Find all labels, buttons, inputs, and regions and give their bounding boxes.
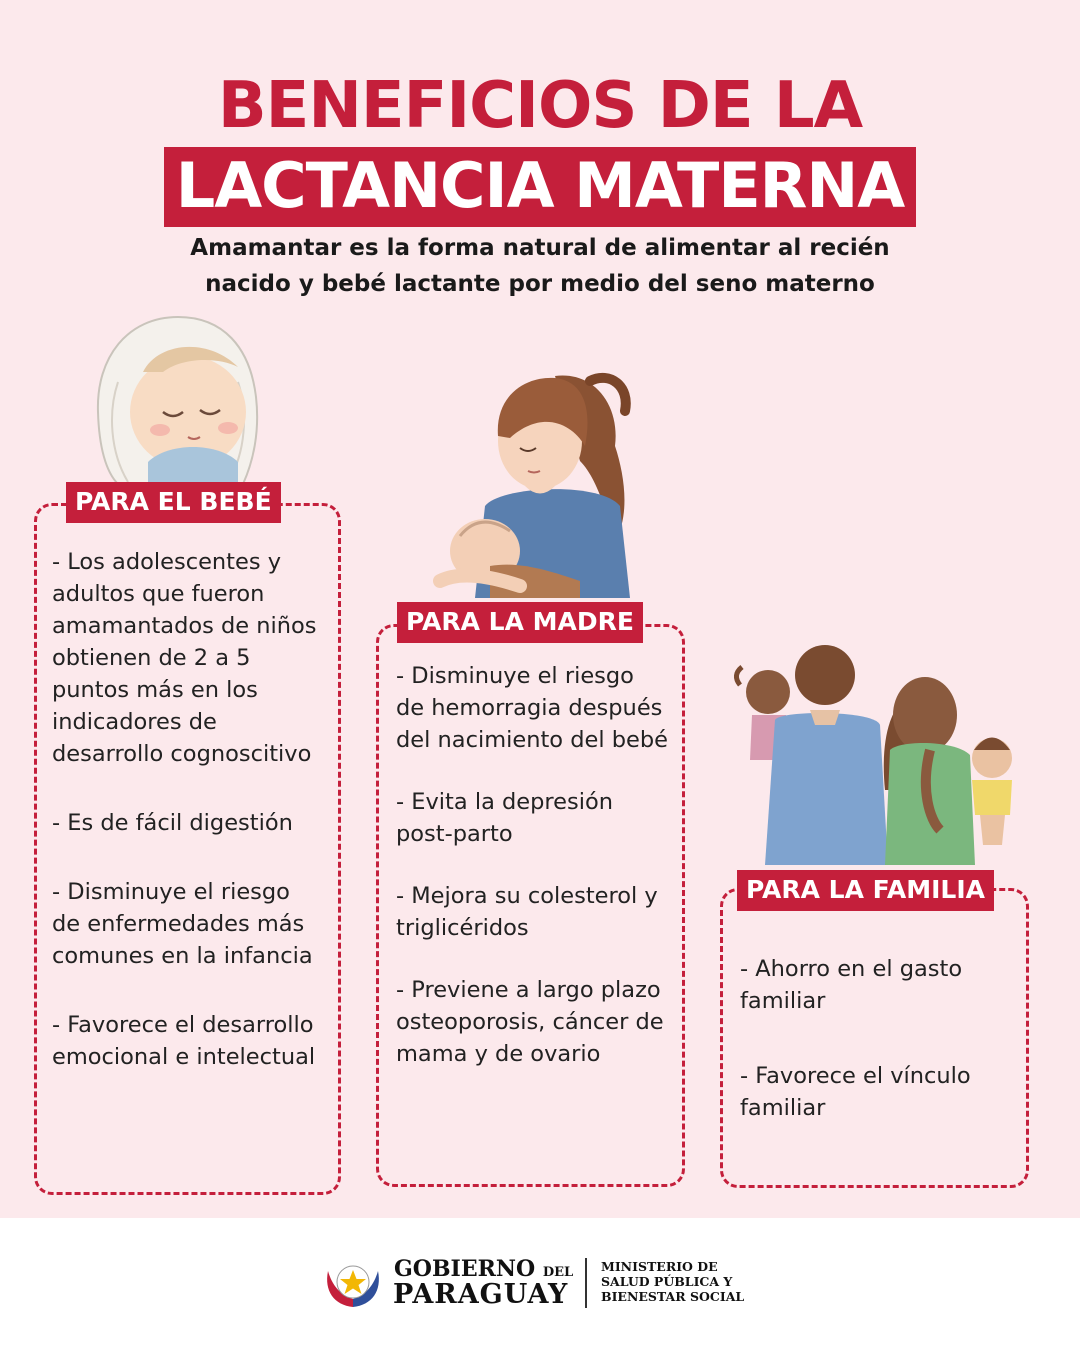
list-item: - Ahorro en el gasto familiar — [740, 956, 963, 1014]
ministry-name — [601, 1259, 801, 1304]
footer-divider — [585, 1258, 587, 1308]
subtitle-line-1: Amamantar es la forma natural de alimentar al recién — [190, 235, 890, 261]
subtitle — [90, 230, 990, 302]
family-illustration — [730, 640, 1020, 865]
mother-illustration — [430, 366, 650, 598]
paraguay-seal-icon — [322, 1255, 384, 1311]
title-line-1: BENEFICIOS DE LA — [217, 69, 863, 143]
subtitle-line-2: nacido y bebé lactante por medio del seno materno — [205, 271, 875, 297]
list-item: - Favorece el desarrollo emocional e intelectual — [52, 1012, 316, 1070]
list-item: - Previene a largo plazo osteoporosis, cáncer de mama y de ovario — [396, 977, 664, 1067]
ministry-line-2: SALUD PÚBLICA Y — [601, 1274, 733, 1289]
title-line-2-wrapper — [0, 147, 1080, 227]
list-item: - Es de fácil digestión — [52, 810, 293, 836]
section-list-familia — [740, 953, 1010, 1161]
ministry-line-1: MINISTERIO DE — [601, 1259, 718, 1274]
section-title-familia: PARA LA FAMILIA — [737, 870, 994, 911]
baby-illustration — [88, 312, 268, 487]
section-title-bebe: PARA EL BEBÉ — [66, 482, 281, 523]
government-del: DEL — [542, 1265, 574, 1280]
title-line-2: LACTANCIA MATERNA — [164, 147, 917, 227]
section-list-bebe — [52, 546, 322, 1110]
list-item: - Mejora su colesterol y triglicéridos — [396, 883, 658, 941]
list-item: - Evita la depresión post-parto — [396, 789, 614, 847]
list-item: - Los adolescentes y adultos que fueron amamantados de niños obtienen de 2 a 5 puntos más en los indicadores de desarrollo cognoscitivo — [52, 549, 317, 767]
list-item: - Favorece el vínculo familiar — [740, 1063, 971, 1121]
section-list-madre — [396, 660, 668, 1107]
government-name-line-2: PARAGUAY — [393, 1279, 569, 1310]
government-name-line-1: GOBIERNO DEL — [394, 1256, 574, 1282]
section-title-madre: PARA LA MADRE — [397, 602, 643, 643]
list-item: - Disminuye el riesgo de enfermedades más comunes en la infancia — [52, 879, 313, 969]
ministry-line-3: BIENESTAR SOCIAL — [601, 1289, 745, 1304]
list-item: - Disminuye el riesgo de hemorragia después del nacimiento del bebé — [396, 663, 668, 753]
